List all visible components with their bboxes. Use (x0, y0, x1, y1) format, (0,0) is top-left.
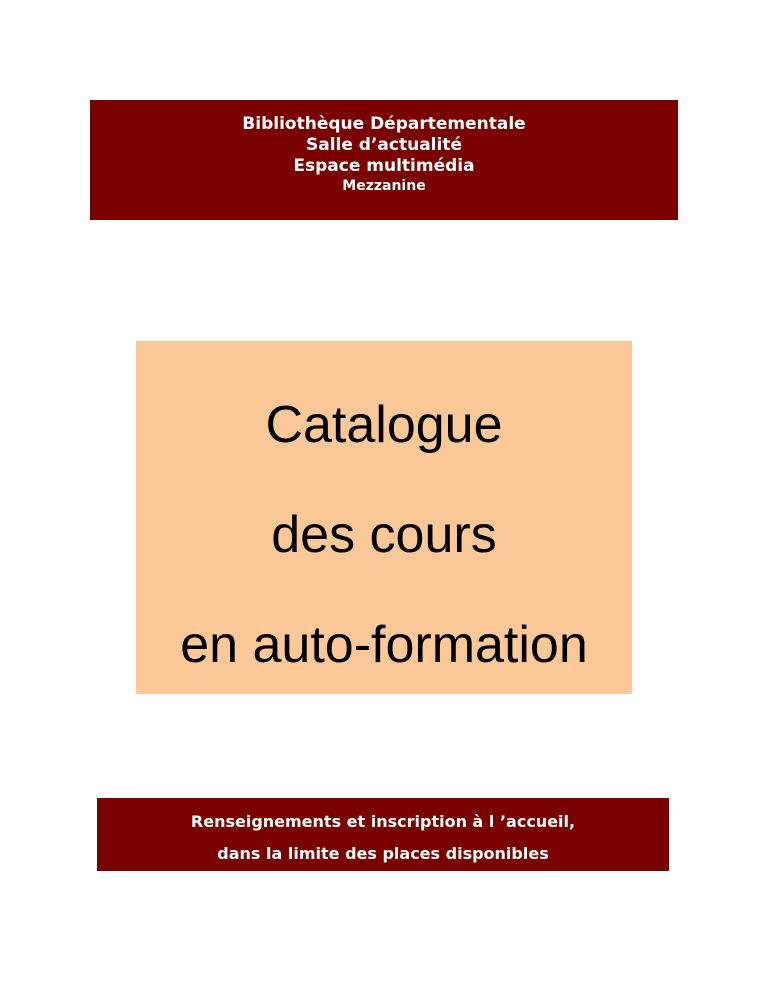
title-line-courses: des cours (271, 506, 497, 564)
library-name: Bibliothèque Départementale (242, 114, 526, 134)
room-name: Salle d’actualité (305, 135, 462, 155)
title-panel (136, 341, 632, 694)
title-line-catalogue: Catalogue (265, 396, 503, 454)
space-name: Espace multimédia (293, 156, 475, 176)
floor-name: Mezzanine (342, 178, 426, 194)
registration-info: Renseignements et inscription à l ’accueil, (190, 812, 576, 831)
footer-banner (97, 798, 669, 871)
title-line-self-training: en auto-formation (180, 616, 588, 674)
header-banner (90, 100, 678, 220)
availability-info: dans la limite des places disponibles (217, 844, 549, 863)
